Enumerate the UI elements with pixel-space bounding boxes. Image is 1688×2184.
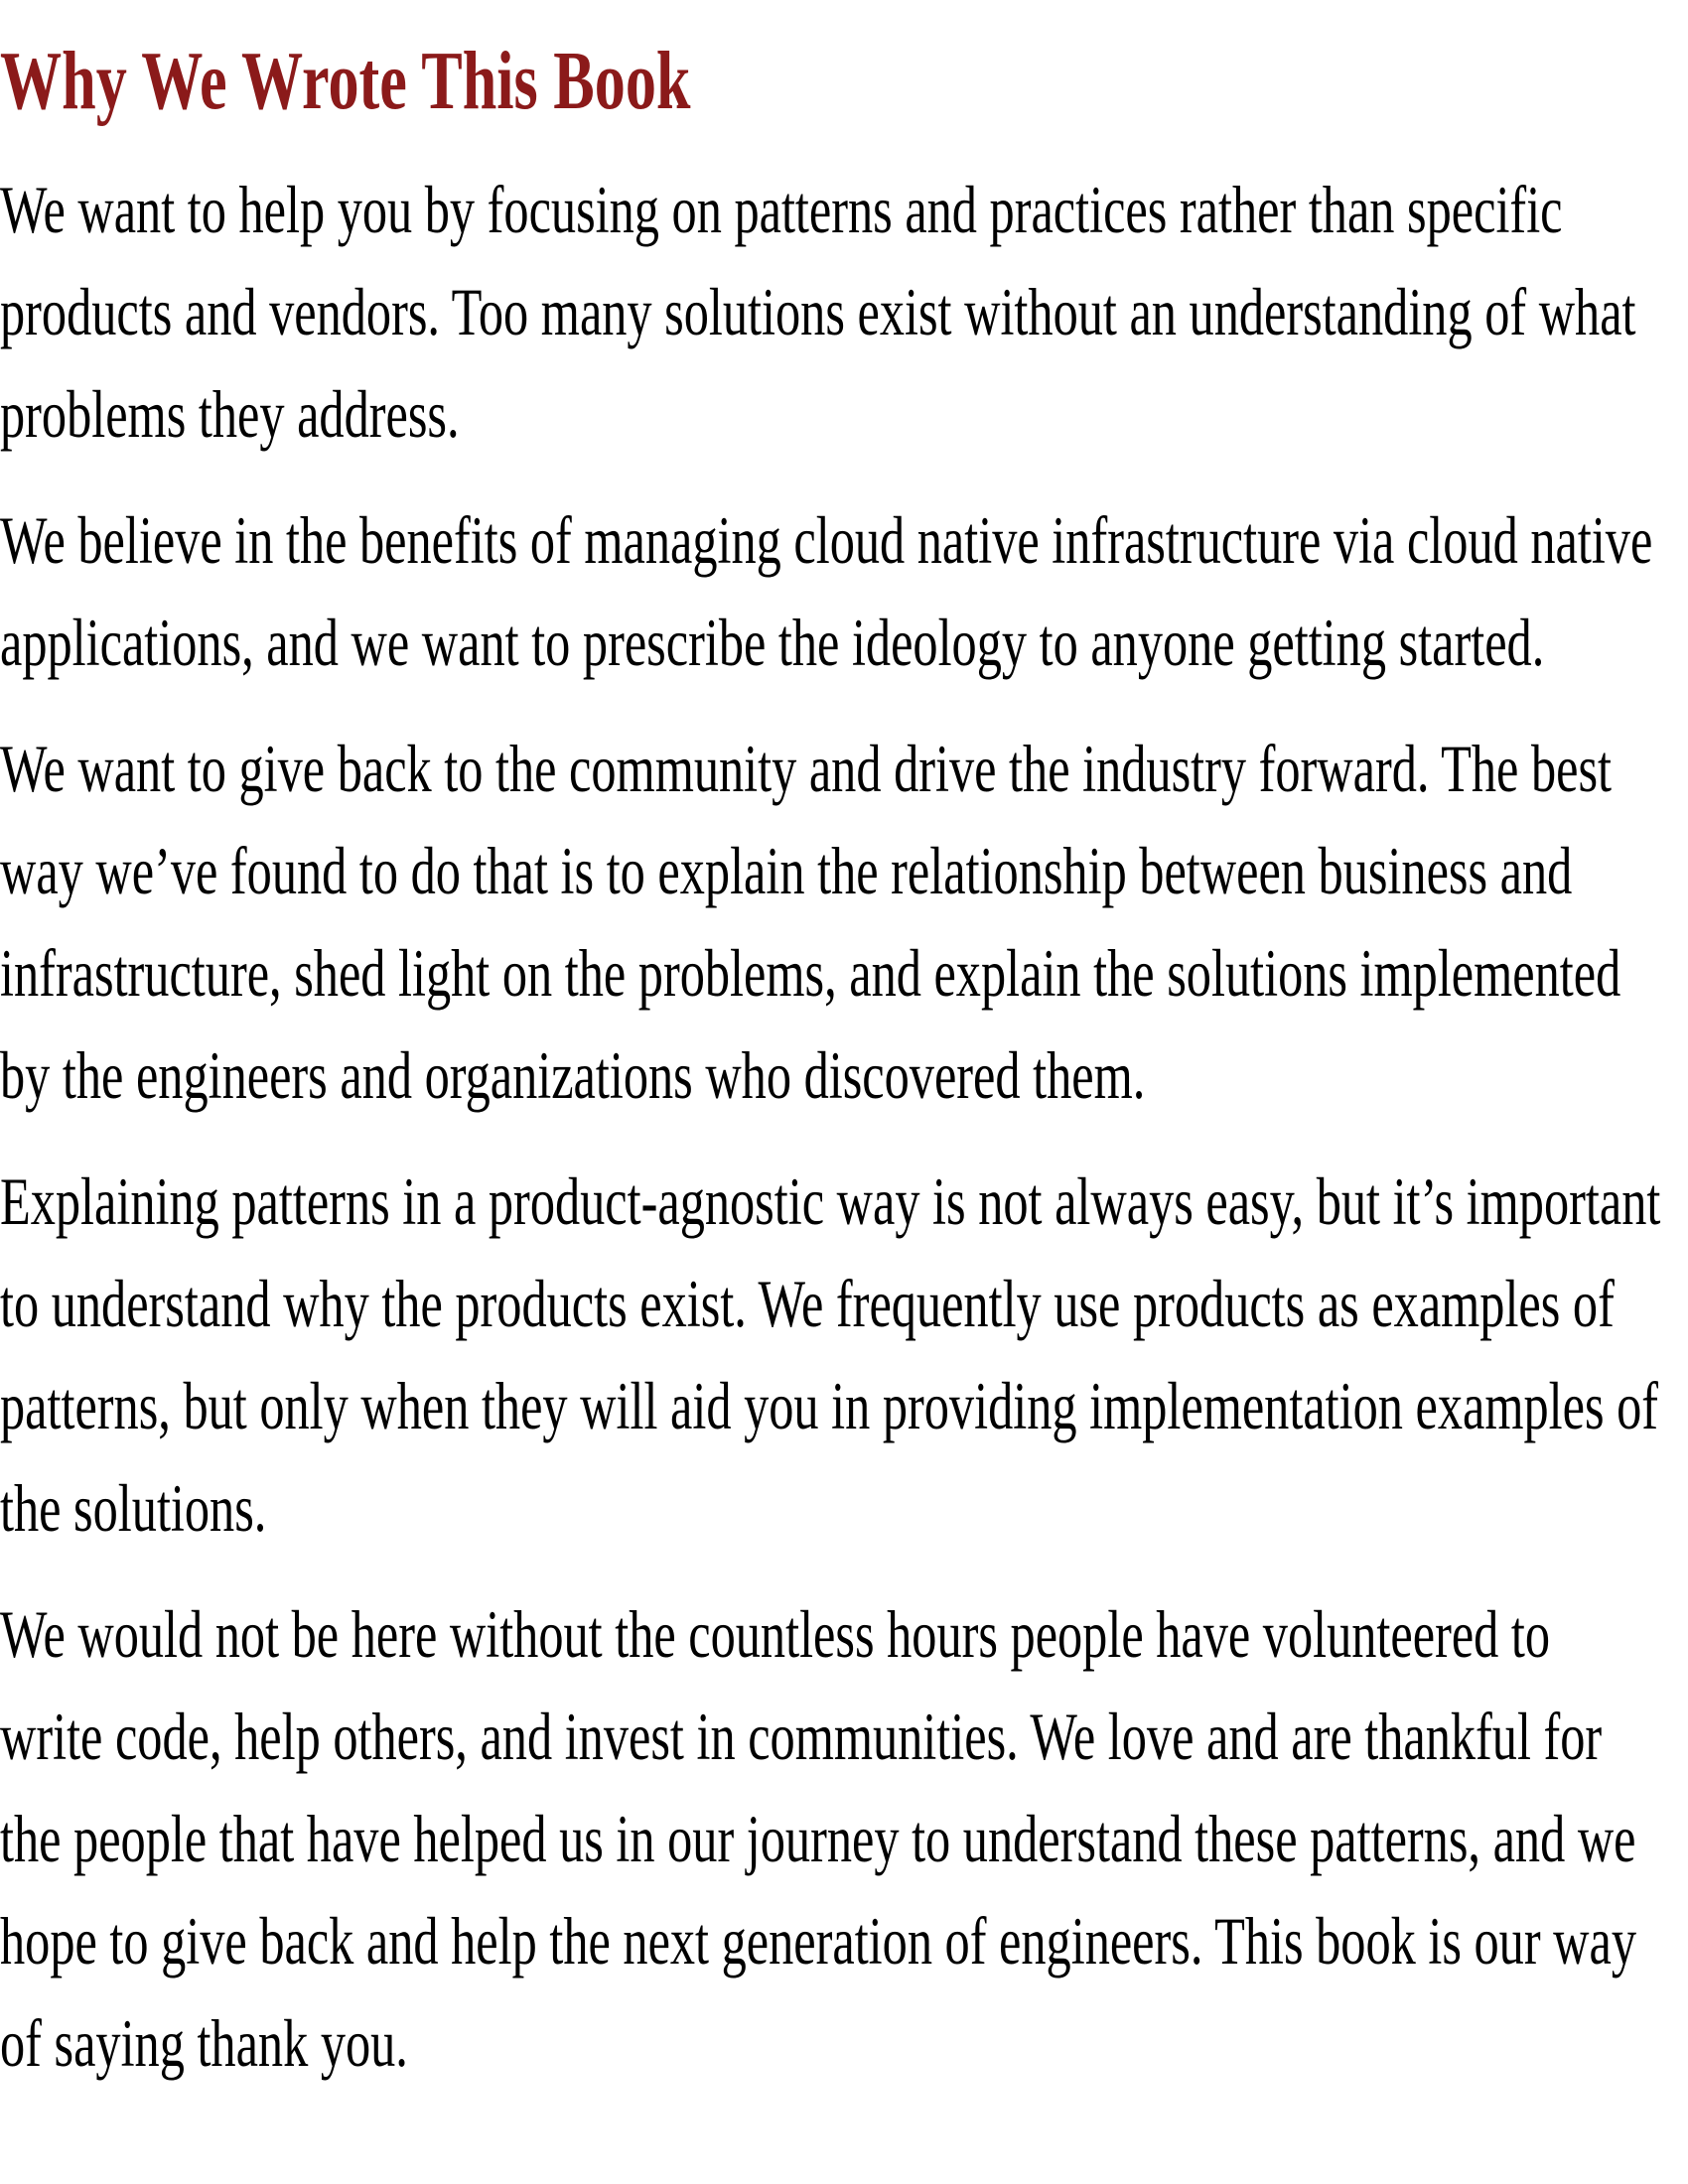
paragraph: Explaining patterns in a product-agnostic way is not always easy, but it’s important to understand why the products exist. We frequently use products as examples of patterns, but only when they will aid you in providing implementation examples of the solutions. xyxy=(0,1163,1661,1546)
paragraph: We would not be here without the countless hours people have volunteered to write code, help others, and invest in communities. We love and are thankful for the people that have helped us in our journey to understand these patterns, and we hope to give back and help the next generation of engineers. This book is our way of saying thank you. xyxy=(0,1596,1637,2081)
section-body xyxy=(0,159,1660,2095)
paragraph: We believe in the benefits of managing cloud native infrastructure via cloud native applications, and we want to prescribe the ideology to anyone getting started. xyxy=(0,502,1653,680)
paragraph: We want to help you by focusing on patterns and practices rather than specific products and vendors. Too many solutions exist without an understanding of what problems they address. xyxy=(0,172,1636,452)
section-heading: Why We Wrote This Book xyxy=(0,35,691,127)
paragraph: We want to give back to the community and drive the industry forward. The best way we’ve found to do that is to explain the relationship between business and infrastructure, shed light on the problems, and explain the solutions implemented by the engineers and organizations who discovered them. xyxy=(0,731,1621,1113)
